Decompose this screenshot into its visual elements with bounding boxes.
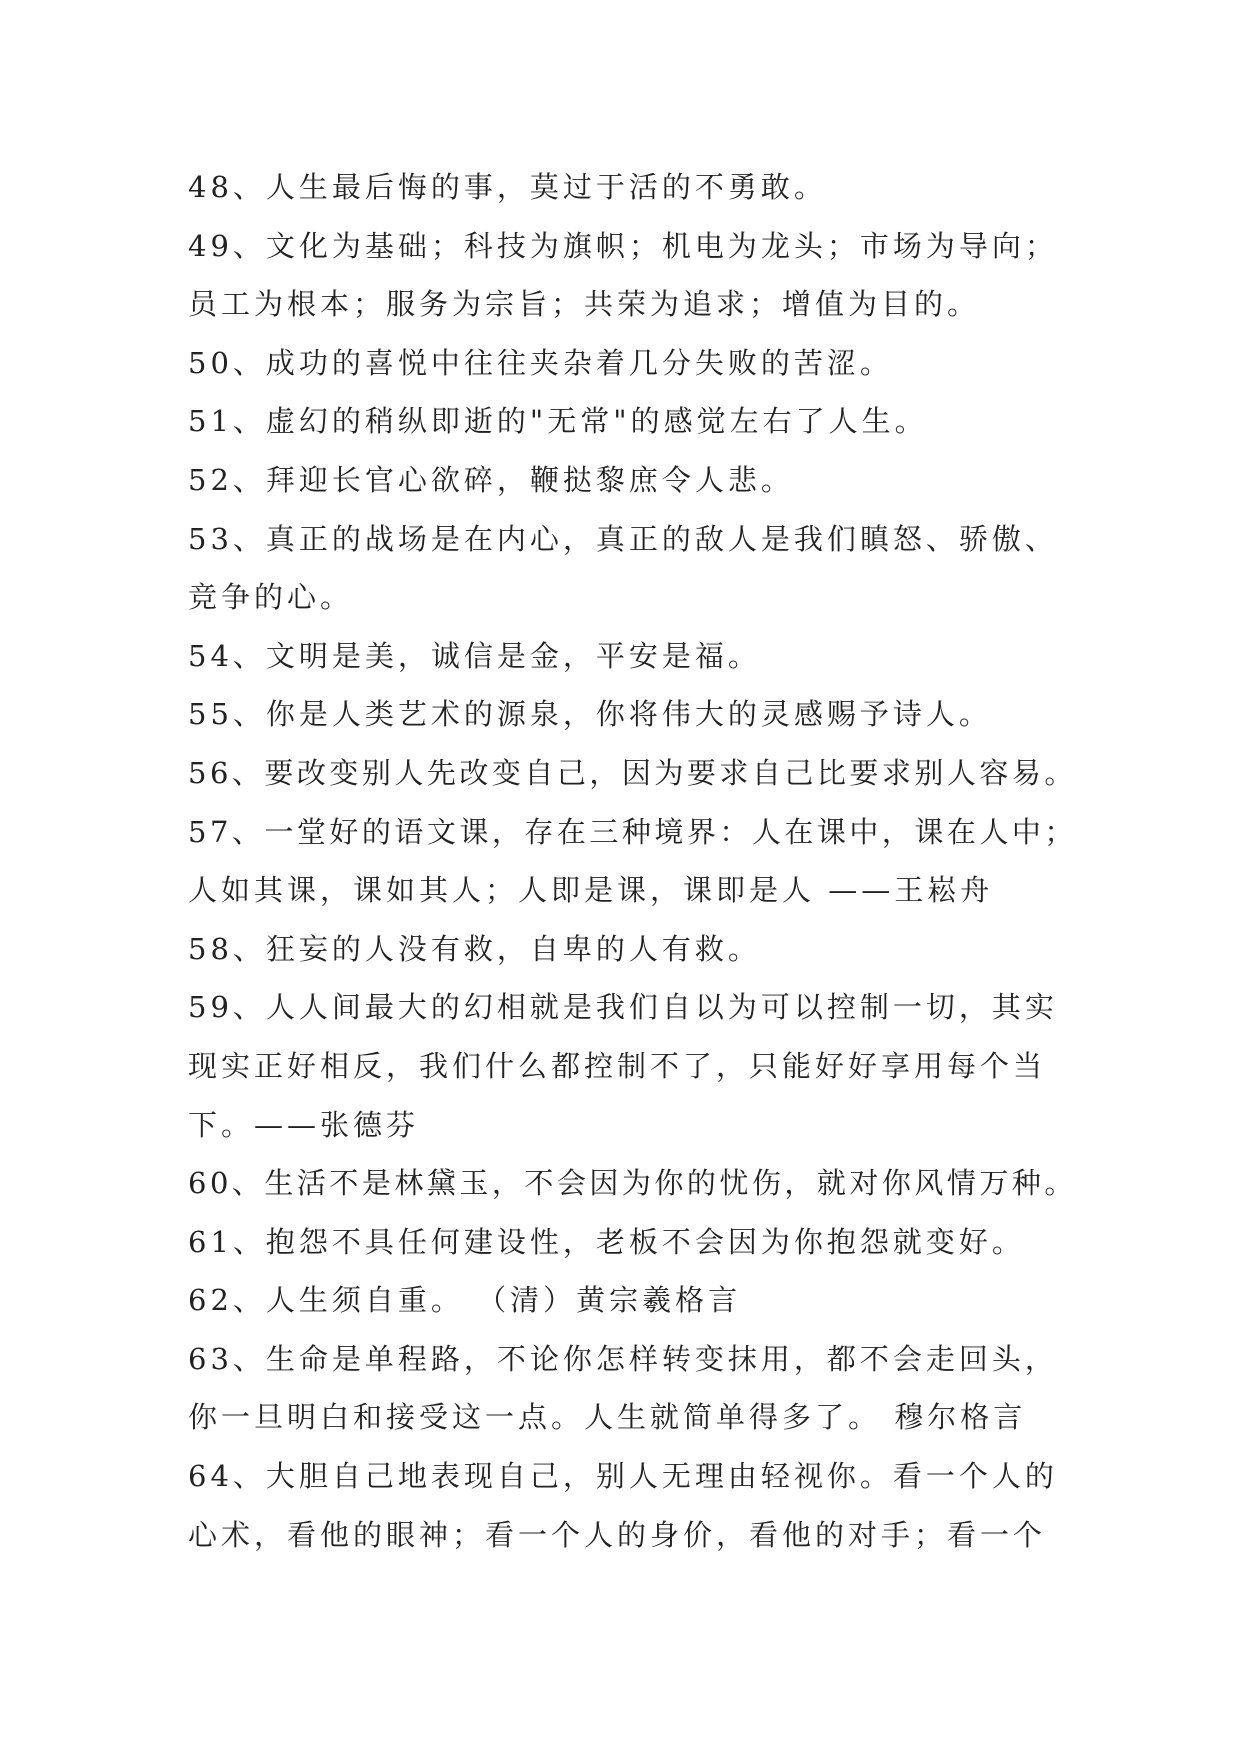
text-line: 48、人生最后悔的事，莫过于活的不勇敢。 — [188, 170, 827, 204]
text-line: 竞争的心。 — [188, 580, 354, 615]
text-line: 你一旦明白和接受这一点。人生就简单得多了。 穆尔格言 — [188, 1400, 1027, 1435]
text-line: 员工为根本；服务为宗旨；共荣为追求；增值为目的。 — [188, 287, 981, 322]
text-line: 56、要改变别人先改变自己，因为要求自己比要求别人容易。 — [188, 755, 1077, 790]
text-line: 59、人人间最大的幻相就是我们自以为可以控制一切，其实 — [188, 990, 1058, 1025]
text-line: 49、文化为基础；科技为旗帜；机电为龙头；市场为导向； — [188, 228, 1058, 263]
text-line: 61、抱怨不具任何建设性，老板不会因为你抱怨就变好。 — [188, 1224, 1025, 1259]
text-line: 64、大胆自己地表现自己，别人无理由轻视你。看一个人的 — [188, 1459, 1058, 1494]
text-line: 55、你是人类艺术的源泉，你将伟大的灵感赐予诗人。 — [188, 697, 992, 732]
text-line: 60、生活不是林黛玉，不会因为你的忧伤，就对你风情万种。 — [188, 1166, 1077, 1201]
quote-text-column — [188, 158, 1078, 1564]
text-line: 63、生命是单程路，不论你怎样转变抹用，都不会走回头， — [188, 1341, 1058, 1376]
text-line: 人如其课，课如其人；人即是课，课即是人 ——王崧舟 — [188, 873, 994, 908]
text-line: 心术，看他的眼神；看一个人的身价，看他的对手；看一个 — [188, 1517, 1047, 1552]
text-line: 54、文明是美，诚信是金，平安是福。 — [188, 638, 761, 673]
text-line: 50、成功的喜悦中往往夹杂着几分失败的苦涩。 — [188, 345, 893, 380]
text-line: 52、拜迎长官心欲碎，鞭挞黎庶令人悲。 — [188, 462, 794, 497]
text-line: 58、狂妄的人没有救，自卑的人有救。 — [188, 931, 761, 966]
text-line: 下。——张德芬 — [188, 1107, 420, 1142]
text-line: 62、人生须自重。 （清）黄宗羲格言 — [188, 1283, 742, 1318]
text-line: 现实正好相反，我们什么都控制不了，只能好好享用每个当 — [188, 1048, 1047, 1083]
text-line: 51、虚幻的稍纵即逝的"无常"的感觉左右了人生。 — [188, 404, 928, 439]
text-line: 57、一堂好的语文课，存在三种境界：人在课中，课在人中； — [188, 814, 1077, 849]
text-line: 53、真正的战场是在内心，真正的敌人是我们瞋怒、骄傲、 — [188, 521, 1058, 556]
